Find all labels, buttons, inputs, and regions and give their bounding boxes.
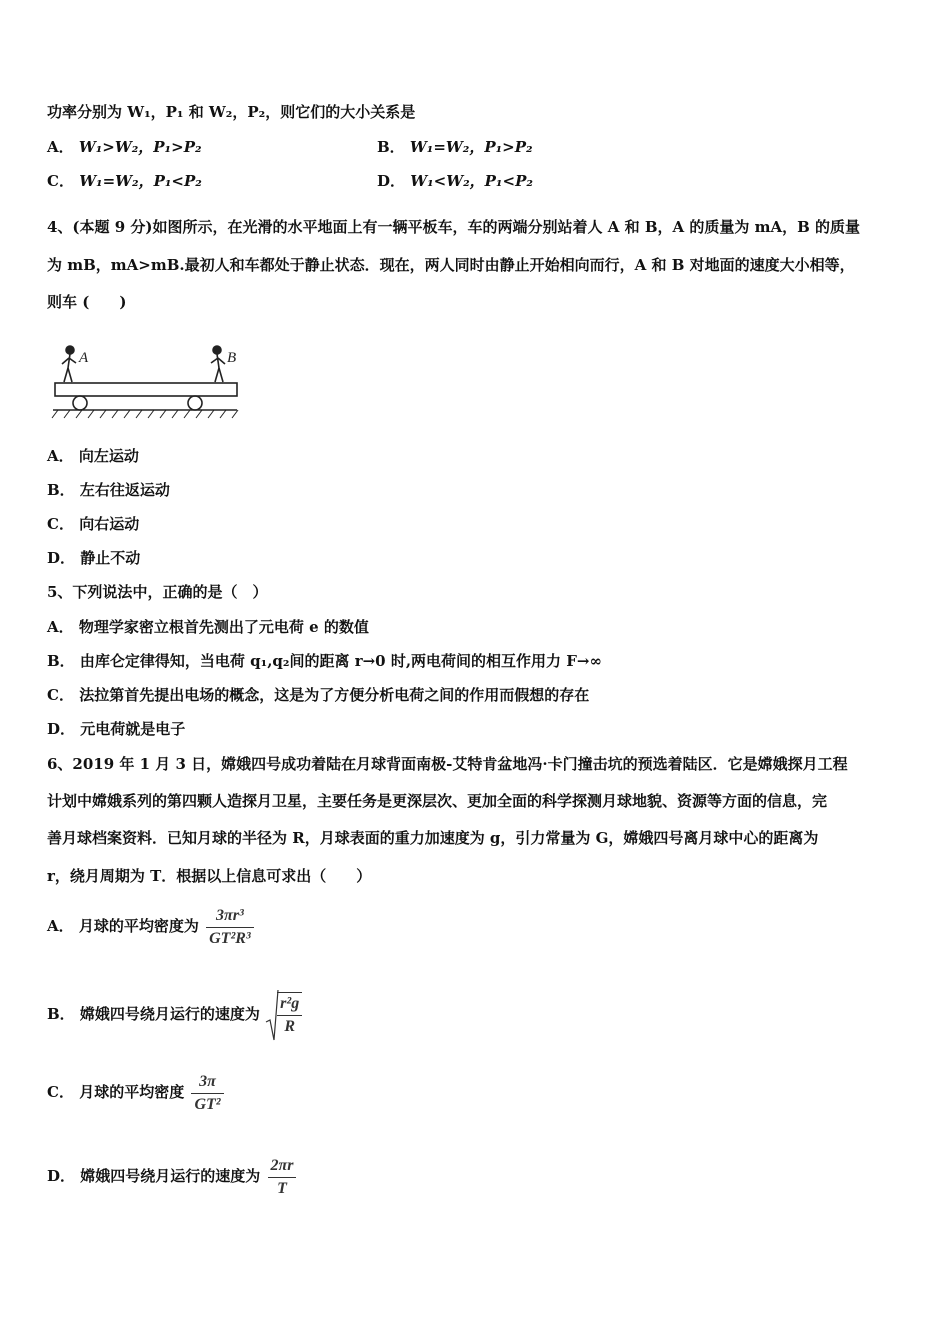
wheel-right (188, 396, 202, 410)
q6-option-d[interactable] (47, 1152, 296, 1200)
person-a-label: A (79, 350, 89, 366)
option-text: 向左运动 (78, 447, 139, 465)
formula-a-denominator: GT²R³ (206, 927, 254, 950)
option-label: A． (47, 618, 74, 636)
formula-b-denominator: R (277, 1015, 302, 1038)
q5-option-b[interactable] (47, 651, 602, 671)
option-label: D． (377, 172, 406, 190)
q6-option-b[interactable] (47, 986, 302, 1043)
person-b-icon (211, 346, 225, 382)
option-label: B． (47, 481, 75, 499)
option-label: C． (47, 1083, 74, 1101)
option-label: A． (47, 138, 74, 156)
formula-d-numerator: 2πr (270, 1156, 294, 1174)
q4-option-c[interactable] (47, 514, 139, 534)
option-text: W₁<W₂，P₁<P₂ (410, 172, 533, 190)
option-label: B． (377, 138, 405, 156)
option-text: 月球的平均密度 (79, 1083, 185, 1101)
option-text: 元电荷就是电子 (80, 720, 186, 738)
q6-stem-line4: r，绕月周期为 T．根据以上信息可求出（ ） (47, 867, 372, 885)
option-label: C． (47, 686, 74, 704)
option-text: 物理学家密立根首先测出了元电荷 e 的数值 (78, 618, 369, 636)
person-a-icon (62, 346, 76, 382)
formula-c-denominator: GT² (191, 1093, 223, 1116)
q4-stem-line2: 为 mB，mA>mB.最初人和车都处于静止状态．现在，两人同时由静止开始相向而行，A 和 B 对地面的速度大小相等， (47, 256, 855, 274)
option-label: D． (47, 720, 76, 738)
formula-a-numerator: 3πr³ (216, 906, 244, 924)
ground-hatch (52, 410, 238, 418)
option-text: 法拉第首先提出电场的概念，这是为了方便分析电荷之间的作用而假想的存在 (79, 686, 590, 704)
option-label: C． (47, 172, 74, 190)
formula-b (265, 987, 302, 1043)
q4-stem-line3: 则车 ( ) (47, 293, 127, 311)
option-text: 月球的平均密度为 (78, 917, 199, 935)
q3-option-b[interactable] (377, 137, 533, 157)
q3-option-d[interactable] (377, 171, 533, 191)
q4-option-d[interactable] (47, 548, 140, 568)
q3-option-c[interactable] (47, 171, 202, 191)
option-text: 向右运动 (79, 515, 140, 533)
formula-b-numerator: r²g (280, 995, 300, 1013)
option-label: D． (47, 1167, 76, 1185)
option-label: D． (47, 549, 76, 567)
q6-stem-line2: 计划中嫦娥系列的第四颗人造探月卫星，主要任务是更深层次、更加全面的科学探测月球地貌、资源等方面的信息，完 (47, 792, 828, 810)
formula-c (191, 1071, 223, 1116)
formula-d-denominator: T (268, 1177, 297, 1200)
q6-option-c[interactable] (47, 1068, 224, 1116)
q5-option-c[interactable] (47, 685, 589, 705)
formula-d (268, 1155, 297, 1200)
person-b-label: B (227, 350, 237, 366)
q6-stem-line1: 6、2019 年 1 月 3 日，嫦娥四号成功着陆在月球背面南极-艾特肯盆地冯·卡门撞击坑的预选着陆区．它是嫦娥探月工程 (47, 755, 848, 773)
q3-option-a[interactable] (47, 137, 202, 157)
q4-option-b[interactable] (47, 480, 170, 500)
q6-option-a[interactable] (47, 902, 254, 950)
q4-stem-line1: 4、(本题 9 分)如图所示，在光滑的水平地面上有一辆平板车，车的两端分别站着人 A 和 B，A 的质量为 mA，B 的质量 (47, 218, 860, 236)
option-text: 由库仑定律得知，当电荷 q₁,q₂间的距离 r→0 时,两电荷间的相互作用力 F→∞ (79, 652, 602, 670)
option-text: W₁=W₂，P₁<P₂ (79, 172, 202, 190)
q5-option-a[interactable] (47, 617, 369, 637)
q5-option-d[interactable] (47, 719, 185, 739)
option-label: C． (47, 515, 74, 533)
cart-figure (50, 340, 245, 425)
cart-board (55, 383, 237, 396)
q3-stem-tail: 功率分别为 W₁，P₁ 和 W₂，P₂，则它们的大小关系是 (47, 103, 416, 121)
wheel-left (73, 396, 87, 410)
q5-stem: 5、下列说法中，正确的是（ ） (47, 583, 268, 601)
option-text: 左右往返运动 (79, 481, 170, 499)
option-text: 嫦娥四号绕月运行的速度为 (80, 1167, 261, 1185)
option-label: A． (47, 917, 74, 935)
option-label: B． (47, 1005, 75, 1023)
option-label: A． (47, 447, 74, 465)
option-text: W₁>W₂，P₁>P₂ (78, 138, 202, 156)
option-text: 嫦娥四号绕月运行的速度为 (79, 1005, 260, 1023)
option-text: 静止不动 (80, 549, 141, 567)
q6-stem-line3: 善月球档案资料．已知月球的半径为 R，月球表面的重力加速度为 g，引力常量为 G，嫦娥四号离月球中心的距离为 (47, 829, 819, 847)
option-label: B． (47, 652, 75, 670)
formula-c-numerator: 3π (199, 1072, 216, 1090)
option-text: W₁=W₂，P₁>P₂ (409, 138, 533, 156)
q4-option-a[interactable] (47, 446, 139, 466)
formula-a (206, 905, 254, 950)
